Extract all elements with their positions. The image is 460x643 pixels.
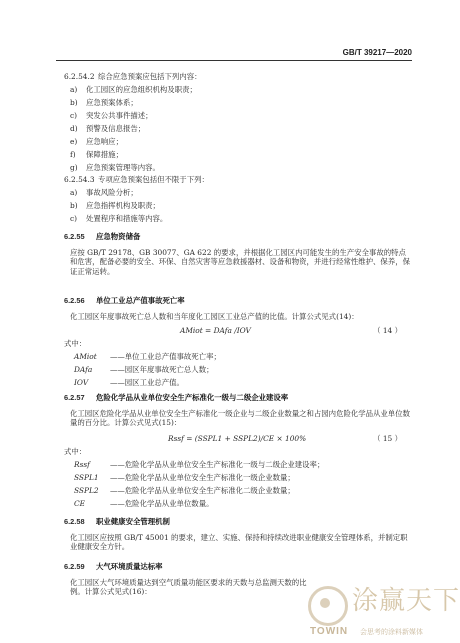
clause-number: 6.2.54.2 <box>64 72 95 81</box>
paragraph: 应按 GB/T 29178、GB 30077、GA 622 的要求，并根据化工园区内可能发生的生产安全事故的特点和危害，配备必要的安全、环保、自然灾害等应急救援器材、设备和物资，并进行经常性维护、保养，保证正常运转。 <box>70 248 410 276</box>
section-title: 职业健康安全管理机制 <box>96 517 170 526</box>
symbol-definition: SSPL2 ——危险化学品从业单位安全生产标准化二级企业数量； <box>74 486 295 495</box>
equation-number: （ 14 ） <box>373 326 402 335</box>
section-6-2-56-heading: 6.2.56 单位工业总产值事故死亡率 <box>64 296 185 305</box>
list-item: a) 化工园区的应急组织机构及职责； <box>70 85 197 94</box>
equation-number: （ 15 ） <box>373 434 402 443</box>
watermark-title: 涂赢天下 <box>352 586 460 616</box>
section-title: 危险化学品从业单位安全生产标准化一级与二级企业建设率 <box>96 393 289 402</box>
symbol-definition: DAfa ——园区年度事故死亡总人数； <box>74 365 214 374</box>
paragraph: 化工园区应按照 GB/T 45001 的要求，建立、实施、保持和持续改进职业健康安全管理体系，并制定职业健康安全方针。 <box>70 533 408 552</box>
where-label: 式中： <box>64 447 87 456</box>
formula-15: Rssf = (SSPL1 + SSPL2)/CE × 100% <box>168 434 307 443</box>
paragraph: 化工园区大气环境质量达到空气质量功能区要求的天数与总监测天数的比例。计算公式见式(16)： <box>70 578 307 597</box>
section-6-2-59-heading: 6.2.59 大气环境质量达标率 <box>64 562 163 571</box>
symbol-definition: AMiot ——单位工业总产值事故死亡率； <box>74 352 221 361</box>
watermark-brand: TOWIN <box>310 626 349 637</box>
clause-number: 6.2.54.3 <box>64 175 95 184</box>
section-title: 应急物资储备 <box>96 232 141 241</box>
section-6-2-57-heading: 6.2.57 危险化学品从业单位安全生产标准化一级与二级企业建设率 <box>64 393 289 402</box>
list-item: f) 保障措施； <box>70 150 123 159</box>
symbol-definition: SSPL1 ——危险化学品从业单位安全生产标准化一级企业数量； <box>74 473 295 482</box>
symbol-definition: Rssf ——危险化学品从业单位安全生产标准化一级与二级企业建设率； <box>74 460 325 469</box>
list-item: g) 应急预案管理等内容。 <box>70 163 160 172</box>
watermark-slogan: 会思考的涂料新媒体 <box>360 628 423 636</box>
list-item: e) 应急响应； <box>70 137 123 146</box>
symbol-definition: IOV ——园区工业总产值。 <box>74 378 184 387</box>
section-6-2-58-heading: 6.2.58 职业健康安全管理机制 <box>64 517 170 526</box>
clause-6-2-54-3 <box>64 175 209 184</box>
standard-code-header: GB/T 39217—2020 <box>342 48 412 57</box>
clause-text: 综合应急预案应包括下列内容： <box>98 72 202 81</box>
towin-logo-icon <box>308 586 348 626</box>
paragraph: 化工园区年度事故死亡总人数和当年度化工园区工业总产值的比值。计算公式见式(14)： <box>70 312 359 321</box>
where-label: 式中： <box>64 339 87 348</box>
clause-text: 专项应急预案包括但不限于下列： <box>98 175 209 184</box>
section-title: 大气环境质量达标率 <box>96 562 163 571</box>
list-item: b) 应急预案体系； <box>70 98 138 107</box>
paragraph: 化工园区危险化学品从业单位安全生产标准化一级企业与二级企业数量之和占园内危险化学品从业单位数量的百分比。计算公式见式(15)： <box>70 409 410 428</box>
section-6-2-55-heading: 6.2.55 应急物资储备 <box>64 232 141 241</box>
section-title: 单位工业总产值事故死亡率 <box>96 296 185 305</box>
formula-14: AMiot = DAfa /IOV <box>180 326 251 335</box>
list-item: b) 应急指挥机构及职责； <box>70 201 160 210</box>
watermark <box>300 578 460 643</box>
list-item: c) 处置程序和措施等内容。 <box>70 214 168 223</box>
list-item: a) 事故风险分析； <box>70 188 138 197</box>
list-item: c) 突发公共事件描述； <box>70 111 153 120</box>
header-rule <box>56 60 412 61</box>
clause-6-2-54-2 <box>64 72 201 81</box>
list-item: d) 预警及信息报告； <box>70 124 146 133</box>
symbol-definition: CE ——危险化学品从业单位数量。 <box>74 499 214 508</box>
